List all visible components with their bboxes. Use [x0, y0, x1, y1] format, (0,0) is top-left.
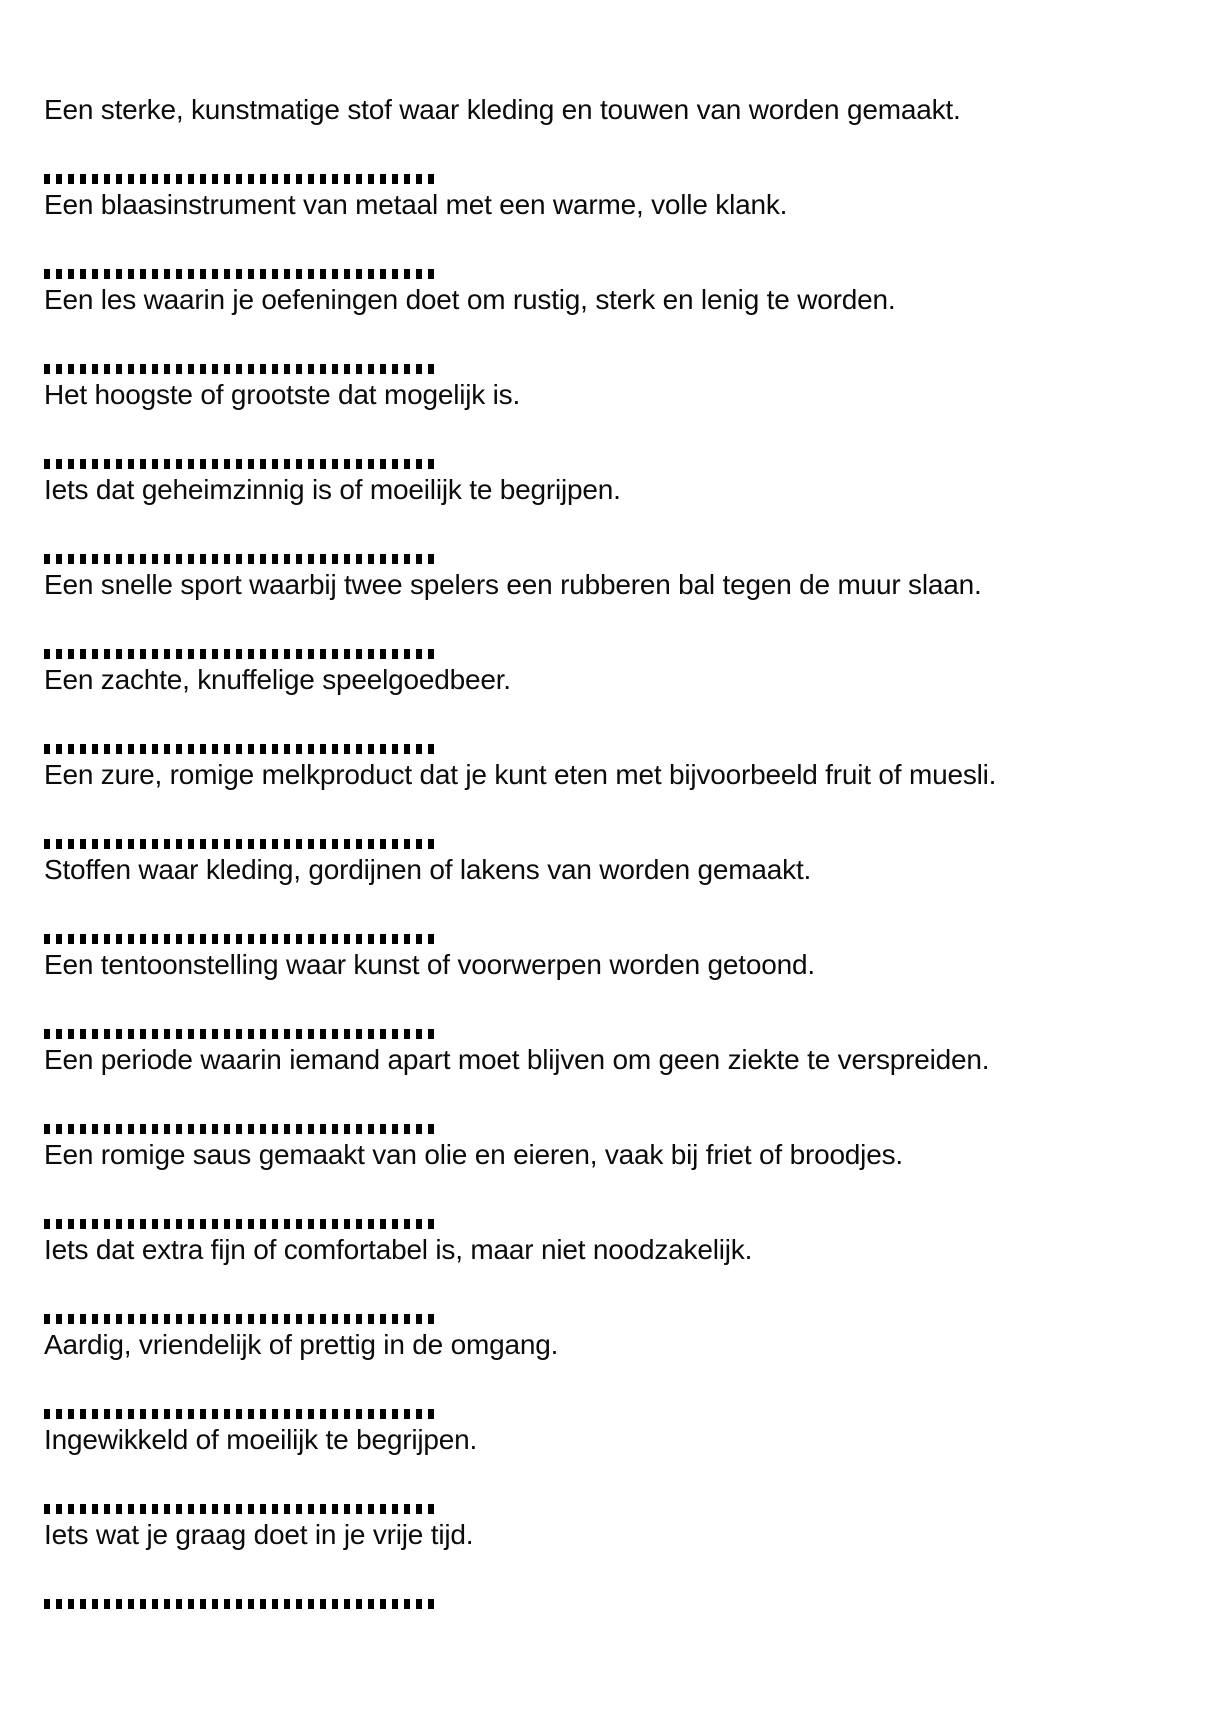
worksheet-item — [44, 92, 1180, 184]
worksheet-item — [44, 947, 1180, 1039]
answer-blank-dotted-line — [44, 1504, 434, 1514]
worksheet-item — [44, 1327, 1180, 1419]
definition-text: Iets wat je graag doet in je vrije tijd. — [44, 1519, 474, 1550]
answer-blank-dotted-line — [44, 554, 434, 564]
worksheet-item — [44, 377, 1180, 469]
worksheet-item — [44, 1042, 1180, 1134]
answer-blank-dotted-line — [44, 1599, 434, 1609]
worksheet-item — [44, 852, 1180, 944]
answer-blank-dotted-line — [44, 1409, 434, 1419]
definition-text: Het hoogste of grootste dat mogelijk is. — [44, 379, 521, 410]
answer-blank-dotted-line — [44, 744, 434, 754]
definition-text: Een romige saus gemaakt van olie en eieren, vaak bij friet of broodjes. — [44, 1139, 903, 1170]
definition-text: Aardig, vriendelijk of prettig in de omgang. — [44, 1329, 559, 1360]
definition-text: Een les waarin je oefeningen doet om rustig, sterk en lenig te worden. — [44, 284, 896, 315]
answer-blank-dotted-line — [44, 364, 434, 374]
definition-text: Stoffen waar kleding, gordijnen of lakens van worden gemaakt. — [44, 854, 812, 885]
worksheet-item — [44, 282, 1180, 374]
definition-text: Een sterke, kunstmatige stof waar kleding en touwen van worden gemaakt. — [44, 94, 961, 125]
answer-blank-dotted-line — [44, 1029, 434, 1039]
worksheet-item — [44, 1422, 1180, 1514]
worksheet-item — [44, 1232, 1180, 1324]
answer-blank-dotted-line — [44, 649, 434, 659]
answer-blank-dotted-line — [44, 934, 434, 944]
worksheet-item — [44, 662, 1180, 754]
definition-text: Iets dat geheimzinnig is of moeilijk te begrijpen. — [44, 474, 621, 505]
answer-blank-dotted-line — [44, 839, 434, 849]
worksheet-item — [44, 1517, 1180, 1609]
worksheet-item — [44, 472, 1180, 564]
answer-blank-dotted-line — [44, 1124, 434, 1134]
definition-text: Een snelle sport waarbij twee spelers een rubberen bal tegen de muur slaan. — [44, 569, 982, 600]
definition-text: Een blaasinstrument van metaal met een warme, volle klank. — [44, 189, 788, 220]
worksheet-item — [44, 1137, 1180, 1229]
worksheet-item — [44, 757, 1180, 849]
answer-blank-dotted-line — [44, 269, 434, 279]
definition-text: Een zure, romige melkproduct dat je kunt eten met bijvoorbeeld fruit of muesli. — [44, 759, 997, 790]
answer-blank-dotted-line — [44, 1314, 434, 1324]
answer-blank-dotted-line — [44, 174, 434, 184]
worksheet-item — [44, 567, 1180, 659]
definition-text: Een tentoonstelling waar kunst of voorwerpen worden getoond. — [44, 949, 815, 980]
answer-blank-dotted-line — [44, 459, 434, 469]
worksheet-item — [44, 187, 1180, 279]
answer-blank-dotted-line — [44, 1219, 434, 1229]
definition-text: Iets dat extra fijn of comfortabel is, maar niet noodzakelijk. — [44, 1234, 753, 1265]
definition-text: Een periode waarin iemand apart moet blijven om geen ziekte te verspreiden. — [44, 1044, 990, 1075]
definition-text: Een zachte, knuffelige speelgoedbeer. — [44, 664, 511, 695]
definition-text: Ingewikkeld of moeilijk te begrijpen. — [44, 1424, 478, 1455]
